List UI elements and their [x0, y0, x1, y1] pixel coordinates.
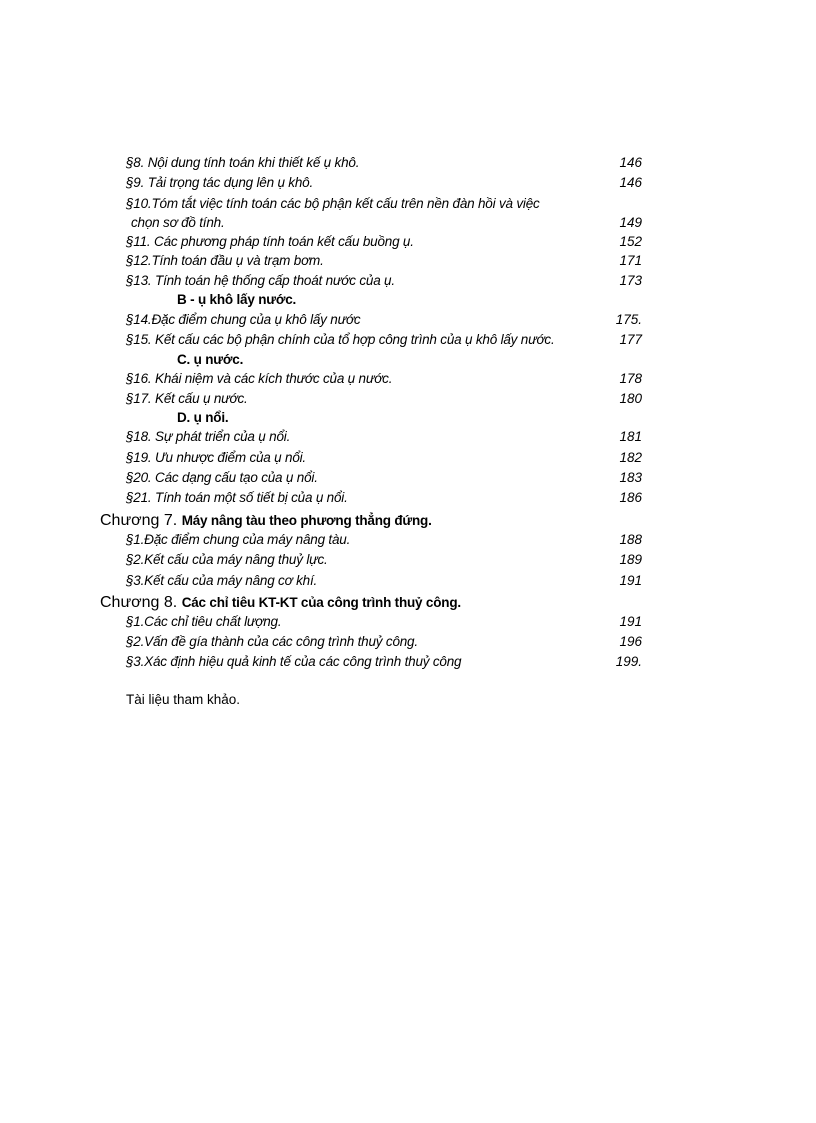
toc-entry: [0, 175, 816, 195]
toc-section-title: B - ụ khô lấy nước.: [177, 292, 297, 307]
toc-entry-title: §1.Các chỉ tiêu chất lượng.: [126, 614, 282, 629]
toc-entry: [0, 634, 816, 654]
toc-entry-title: chọn sơ đồ tính.: [131, 215, 225, 230]
toc-entry: [0, 312, 816, 332]
toc-entry-title: §20. Các dạng cấu tạo của ụ nổi.: [126, 470, 318, 485]
toc-entry-page: 182: [619, 450, 642, 465]
toc-entry: [0, 573, 816, 593]
toc-entry-title: §21. Tính toán một số tiết bị của ụ nổi.: [126, 490, 348, 505]
toc-entry-page: 188: [619, 532, 642, 547]
toc-entry-page: 178: [619, 371, 642, 386]
toc-section-title: D. ụ nổi.: [177, 410, 229, 425]
toc-entry-title: §2.Vấn đề gía thành của các công trình thuỷ công.: [126, 634, 418, 649]
toc-entry-page: 171: [619, 253, 642, 268]
toc-chapter-title: Các chỉ tiêu KT-KT của công trình thuỷ công.: [181, 595, 461, 610]
toc-entry-title: §8. Nội dung tính toán khi thiết kế ụ khô.: [126, 155, 360, 170]
toc-entry-page: 191: [619, 614, 642, 629]
toc-entry: [0, 234, 816, 254]
toc-entry-title: §12.Tính toán đầu ụ và trạm bơm.: [126, 253, 324, 268]
toc-entry-page: 152: [619, 234, 642, 249]
toc-entry-page: 196: [619, 634, 642, 649]
toc-entry: [0, 532, 816, 552]
toc-entry: [0, 196, 816, 216]
toc-entry: [0, 490, 816, 510]
toc-entry-title: §18. Sự phát triển của ụ nổi.: [126, 429, 291, 444]
toc-entry-title: §19. Ưu nhược điểm của ụ nổi.: [126, 450, 306, 465]
toc-entry-page: 173: [619, 273, 642, 288]
toc-entry-title: §15. Kết cấu các bộ phận chính của tổ hợp công trình của ụ khô lấy nước.: [126, 332, 555, 347]
toc-entry-page: 186: [619, 490, 642, 505]
toc-entry-page: 175.: [615, 312, 642, 327]
toc-entry-page: 183: [619, 470, 642, 485]
toc-entry-title: §9. Tải trọng tác dụng lên ụ khô.: [126, 175, 314, 190]
toc-entry-title: §1.Đặc điểm chung của máy nâng tàu.: [126, 532, 351, 547]
toc-entry-page: 189: [619, 552, 642, 567]
toc-chapter-number: Chương 8.: [100, 594, 178, 611]
toc-entry-title: §17. Kết cấu ụ nước.: [126, 391, 248, 406]
toc-entry: [0, 371, 816, 391]
toc-entry-page: 146: [619, 155, 642, 170]
toc-entry-page: 149: [619, 215, 642, 230]
toc-entry-page: 191: [619, 573, 642, 588]
toc-entry: [0, 552, 816, 572]
toc-entry-title: §2.Kết cấu của máy nâng thuỷ lực.: [126, 552, 328, 567]
toc-chapter-heading: [0, 594, 816, 614]
toc-entry: [0, 273, 816, 293]
toc-entry-page: 146: [619, 175, 642, 190]
toc-entry: [0, 253, 816, 273]
toc-section-title: C. ụ nước.: [177, 352, 244, 367]
toc-entry-title: §11. Các phương pháp tính toán kết cấu buồng ụ.: [126, 234, 414, 249]
toc-entry-title: §13. Tính toán hệ thống cấp thoát nước của ụ.: [126, 273, 395, 288]
toc-entry-title: §14.Đặc điểm chung của ụ khô lấy nước: [126, 312, 361, 327]
toc-entry-page: 199.: [615, 654, 642, 669]
toc-entry-title: §10.Tóm tắt việc tính toán các bộ phận kết cấu trên nền đàn hồi và việc: [126, 196, 540, 211]
toc-entry-continuation: [0, 215, 816, 235]
toc-entry-title: §3.Xác định hiệu quả kinh tế của các công trình thuỷ công: [126, 654, 462, 669]
toc-chapter-heading: [0, 512, 816, 532]
toc-entry-page: 180: [619, 391, 642, 406]
toc-chapter-number: Chương 7.: [100, 512, 178, 529]
toc-entry-title: §3.Kết cấu của máy nâng cơ khí.: [126, 573, 318, 588]
toc-section-heading: [0, 352, 816, 372]
toc-chapter: [100, 512, 432, 530]
toc-entry: [0, 654, 816, 674]
toc-entry: [0, 450, 816, 470]
toc-entry: [0, 429, 816, 449]
toc-entry: [0, 470, 816, 490]
toc-chapter: [100, 594, 461, 612]
toc-entry: [0, 155, 816, 175]
references-heading: Tài liệu tham khảo.: [126, 692, 241, 707]
toc-entry: [0, 614, 816, 634]
toc-chapter-title: Máy nâng tàu theo phương thẳng đứng.: [181, 513, 432, 528]
toc-entry-title: §16. Khái niệm và các kích thước của ụ nước.: [126, 371, 393, 386]
toc-section-heading: [0, 410, 816, 430]
toc-entry-page: 181: [619, 429, 642, 444]
toc-entry: [0, 332, 816, 352]
toc-entry-page: 177: [619, 332, 642, 347]
toc-section-heading: [0, 292, 816, 312]
toc-entry: [0, 391, 816, 411]
